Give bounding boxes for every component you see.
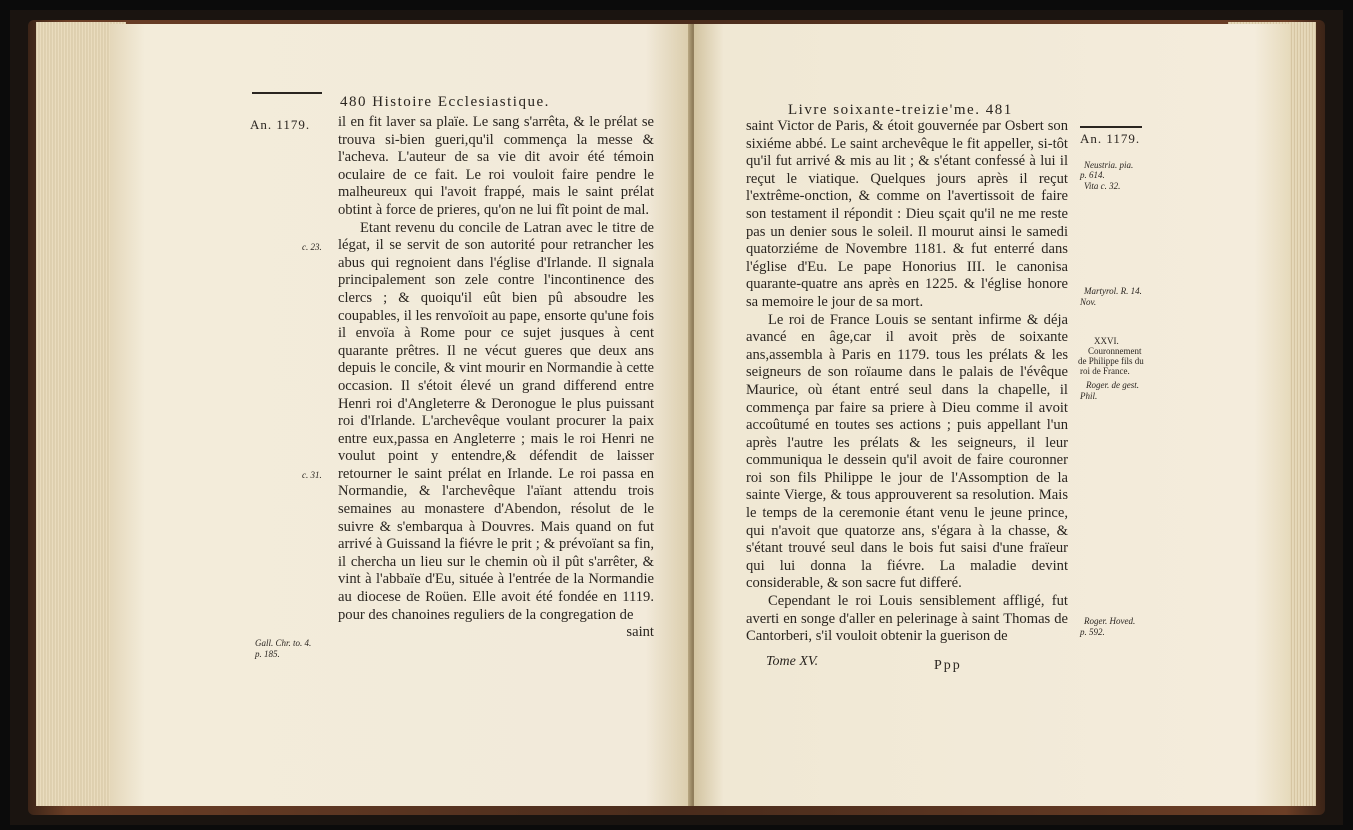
- margin-note-right-6: Roger. de gest.: [1086, 380, 1139, 390]
- margin-note-left-2: c. 31.: [302, 470, 322, 480]
- right-body-text: [746, 118, 1068, 646]
- margin-note-left-4: p. 185.: [255, 649, 280, 659]
- right-page: [694, 24, 1290, 806]
- margin-note-right-3: Vita c. 32.: [1084, 181, 1121, 191]
- margin-summary-2: de Philippe fils du: [1078, 356, 1144, 366]
- margin-year-left: An. 1179.: [250, 117, 311, 132]
- margin-note-right-2: p. 614.: [1080, 170, 1105, 180]
- margin-rule: [252, 92, 322, 94]
- margin-summary-3: roi de France.: [1080, 366, 1130, 376]
- paragraph: il en fit laver sa plaïe. Le sang s'arrêta, & le prélat se trouva si-bien gueri,qu'il commença la messe & l'acheva. L'auteur de sa vie dit avoir été témoin oculaire de ce fait. Le roi vouloit faire pendre le malheureux qui l'avoit frappé, mais le saint prélat obtint à force de prieres, qu'on ne lui fît point de mal.: [338, 114, 654, 218]
- margin-note-right-9: p. 592.: [1080, 627, 1105, 637]
- margin-note-right-1: Neustria. pia.: [1084, 160, 1134, 170]
- margin-note-left-1: c. 23.: [302, 242, 322, 252]
- paragraph: Cependant le roi Louis sensiblement affligé, fut averti en songe d'aller en pelerinage à saint Thomas de Cantorberi, s'il vouloit obtenir la guerison de: [746, 593, 1068, 645]
- margin-year-right: An. 1179.: [1080, 131, 1141, 146]
- signature-mark: Ppp: [934, 658, 962, 673]
- paragraph: Le roi de France Louis se sentant infirme & déja avancé en âge,car il avoit près de soixante ans,assembla à Paris en 1179. tous les prélats & les seigneurs de son roïaume dans le palais de l'évêque Maurice, où étant entré seul dans la chapelle, il commença par faire sa priere à Dieu comme il avoit accoûtumé en toutes ses actions ; puis appellant l'un après l'autre les prélats & les seigneurs, il leur communiqua le dessein qu'il avoit de faire couronner roi son fils Philippe le jour de l'Assomption de la sainte Vierge, & tous approuverent sa resolution. Mais le temps de la ceremonie étant venu le jeune prince, qui n'avoit que quatorze ans, s'égara à la chasse, & s'étant trouvé seul dans le bois fut saisi d'une fraïeur qui lui donna la fiévre. La maladie devint considerable, & son sacre fut differé.: [746, 311, 1068, 592]
- running-head-right: Livre soixante-treizie'me. 481: [788, 102, 1013, 118]
- paragraph: saint Victor de Paris, & étoit gouvernée par Osbert son sixiéme abbé. Le saint archevêque le fit appeller, si-tôt qu'il fut arrivé & mis au lit ; & s'étant confessé à lui il reçut le viatique. Quelques jours après il reçut l'extrême-onction, & comme on l'avertissoit de faire son testament il répondit : Dieu sçait qu'il ne me reste pas un denier sous le soleil. Il mourut ainsi le samedi quatorziéme de Novembre 1181. & fut enterré dans l'église d'Eu. Le pape Honorius III. le canonisa quarante-quatre ans après en 1225. & l'église honore sa memoire le jour de sa mort.: [746, 118, 1068, 310]
- margin-note-right-8: Roger. Hoved.: [1084, 616, 1136, 626]
- margin-summary-1: Couronnement: [1088, 346, 1142, 356]
- paragraph: Etant revenu du concile de Latran avec le titre de légat, il se servit de son autorité pour retrancher les abus qui regnoient dans l'église d'Irlande. Il signala principalement son zele contre l'incontinence des clercs ; & quoiqu'il eût bien pû absoudre les coupables, il les renvoïoit au pape, ensorte qu'une fois il envoïa à Rome pour ce sujet jusques à cent quarante prêtres. Il ne vécut gueres que deux ans depuis le concile, & vint mourir en Normandie à cette occasion. Il s'étoit élevé un grand differend entre Henri roi d'Angleterre & Deronogue le plus puissant roi d'Irlande. L'archevêque voulant procurer la paix entre eux,passa en Angleterre ; mais le roi Henri ne voulut point y entendre,& défendit de laisser retourner le saint prélat en Irlande. Le roi passa en Normandie, & l'archevêque l'aïant attendu trois semaines au monastere d'Abendon, résolut de le suivre & s'embarqua à Douvres. Mais quand on fut arrivé à Guissand la fiévre le prit ; & prévoïant sa fin, il chercha un lieu sur le chemin où il pût s'arrêter, & vint à l'abbaïe d'Eu, située à l'entrée de la Normandie au diocese de Roüen. Elle avoit été fondée en 1119. pour des chanoines reguliers de la congregation de: [338, 219, 654, 623]
- margin-rule: [1080, 126, 1142, 128]
- left-page: [110, 24, 692, 806]
- footer-tome: Tome XV.: [766, 654, 819, 669]
- running-head-left: 480 Histoire Ecclesiastique.: [340, 94, 550, 110]
- margin-note-right-5: Nov.: [1080, 297, 1097, 307]
- margin-note-right-4: Martyrol. R. 14.: [1084, 286, 1142, 296]
- margin-note-right-7: Phil.: [1080, 391, 1098, 401]
- margin-note-left-3: Gall. Chr. to. 4.: [255, 638, 312, 648]
- left-body-text: [338, 114, 654, 642]
- catchword: saint: [626, 624, 654, 641]
- margin-heading: XXVI.: [1094, 336, 1119, 346]
